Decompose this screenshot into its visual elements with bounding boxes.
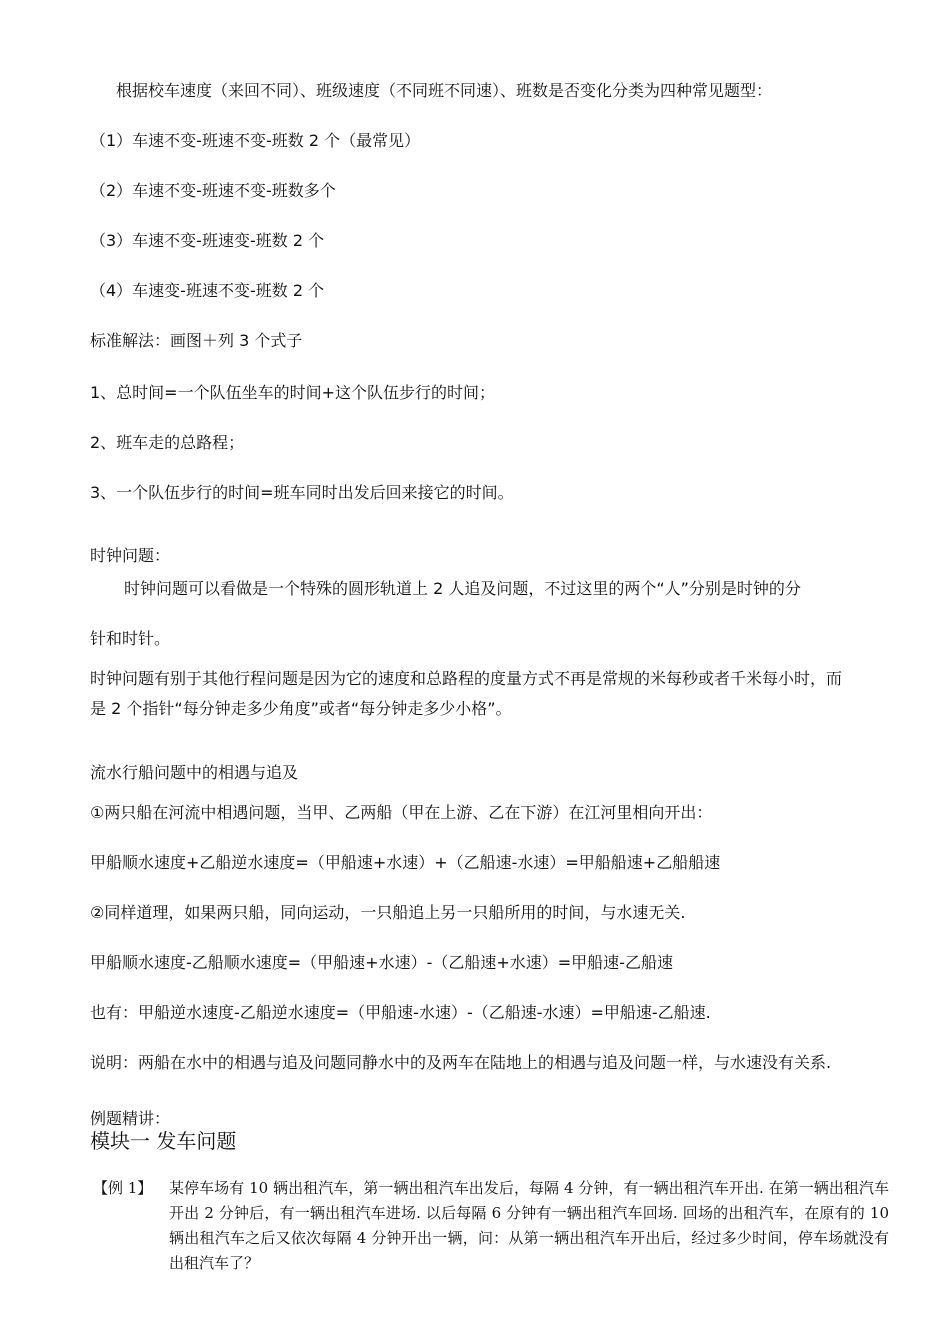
type-item-2: （2）车速不变-班速不变-班数多个	[90, 181, 336, 200]
method-step-3: 3、一个队伍步行的时间=班车同时出发后回来接它的时间。	[90, 483, 514, 502]
clock-section-title: 时钟问题：	[90, 546, 171, 565]
boat-section-title: 流水行船问题中的相遇与追及	[90, 763, 299, 782]
boat-line-5: 也有：甲船逆水速度-乙船逆水速度=（甲船速-水速）-（乙船速-水速）=甲船速-乙船速.	[90, 1003, 711, 1022]
boat-line-2: 甲船顺水速度+乙船逆水速度=（甲船速+水速）+（乙船速-水速）=甲船船速+乙船船速	[90, 853, 721, 872]
type-item-1: （1）车速不变-班速不变-班数 2 个（最常见）	[90, 131, 421, 150]
boat-line-4: 甲船顺水速度-乙船顺水速度=（甲船速+水速）-（乙船速+水速）=甲船速-乙船速	[90, 953, 673, 972]
boat-line-1: ①两只船在河流中相遇问题，当甲、乙两船（甲在上游、乙在下游）在江河里相向开出：	[90, 803, 713, 822]
example-1-text: 某停车场有 10 辆出租汽车，第一辆出租汽车出发后，每隔 4 分钟，有一辆出租汽车开出. 在第一辆出租汽车开出 2 分钟后，有一辆出租汽车进场. 以后每隔 6 分钟有一辆出租汽车回场. 回场的出租汽车，在原有的 10 辆出租汽车之后又依次每隔 4 分钟开出一辆，问：从第一辆出租汽车开出后，经过多少时间，停车场就没有出租汽车了？	[169, 1179, 889, 1272]
method-title: 标准解法：画图＋列 3 个式子	[90, 331, 303, 350]
type-item-3: （3）车速不变-班速变-班数 2 个	[90, 231, 325, 250]
boat-line-3: ②同样道理，如果两只船，同向运动，一只船追上另一只船所用的时间，与水速无关.	[90, 903, 686, 922]
clock-para1-line1: 时钟问题可以看做是一个特殊的圆形轨道上 2 人追及问题，不过这里的两个“人”分别是时钟的分	[124, 579, 801, 598]
clock-para2-line2: 是 2 个指针“每分钟走多少角度”或者“每分钟走多少小格”。	[90, 699, 512, 718]
method-step-1: 1、总时间=一个队伍坐车的时间+这个队伍步行的时间；	[90, 383, 495, 402]
example-1-tag: 【例 1】	[93, 1179, 153, 1197]
intro-paragraph: 根据校车速度（来回不同）、班级速度（不同班不同速）、班数是否变化分类为四种常见题型：	[116, 81, 773, 100]
method-step-2: 2、班车走的总路程；	[90, 433, 245, 452]
type-item-4: （4）车速变-班速不变-班数 2 个	[90, 281, 325, 300]
clock-para1-line2: 针和时针。	[90, 629, 171, 648]
boat-line-6: 说明：两船在水中的相遇与追及问题同静水中的及两车在陆地上的相遇与追及问题一样，与水速没有关系.	[90, 1053, 832, 1072]
examples-label: 例题精讲：	[90, 1109, 171, 1128]
module-title: 模块一 发车问题	[90, 1129, 237, 1153]
clock-para2-line1: 时钟问题有别于其他行程问题是因为它的速度和总路程的度量方式不再是常规的米每秒或者千米每小时，而	[90, 669, 843, 688]
